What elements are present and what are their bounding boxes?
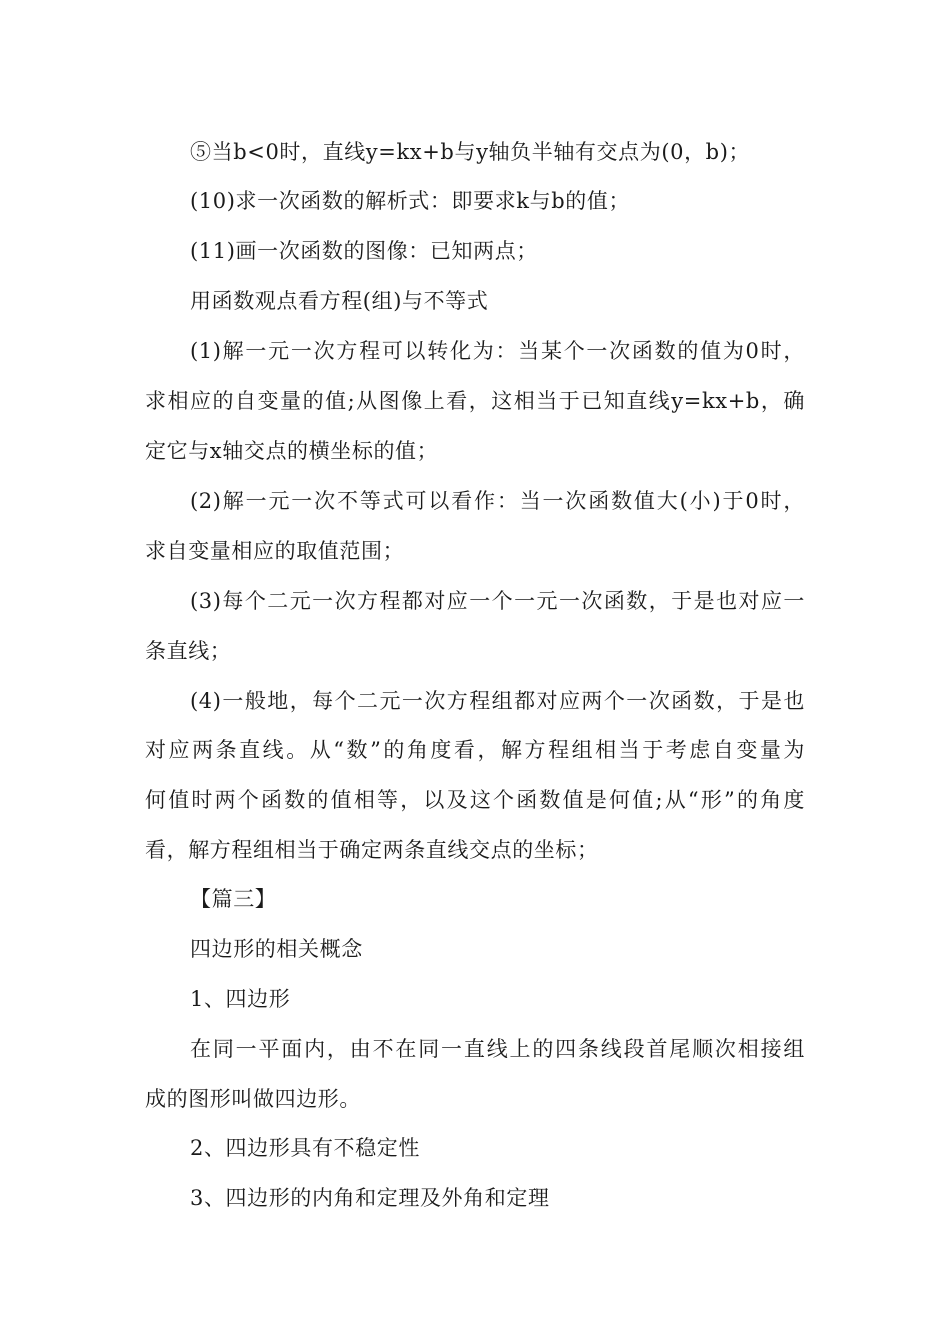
- text-line: (10)求一次函数的解析式：即要求k与b的值；: [190, 189, 631, 213]
- text-line: (2)解一元一次不等式可以看作：当一次函数值大(小)于0时，: [190, 489, 805, 513]
- subsection-heading: 3、四边形的内角和定理及外角和定理: [190, 1186, 550, 1210]
- text-line: (1)解一元一次方程可以转化为：当某个一次函数的值为0时，: [190, 339, 805, 363]
- text-line: 求自变量相应的取值范围；: [145, 539, 405, 563]
- text-line: 何值时两个函数的值相等，以及这个函数值是何值;从“形”的角度: [145, 788, 805, 812]
- text-line: 对应两条直线。从“数”的角度看，解方程组相当于考虑自变量为: [145, 738, 805, 762]
- text-line: 定它与x轴交点的横坐标的值；: [145, 439, 439, 463]
- text-line: (4)一般地，每个二元一次方程组都对应两个一次函数，于是也: [190, 689, 805, 713]
- subsection-heading: 2、四边形具有不稳定性: [190, 1136, 420, 1160]
- subsection-heading: 1、四边形: [190, 987, 291, 1011]
- text-line: (3)每个二元一次方程都对应一个一元一次函数，于是也对应一: [190, 589, 805, 613]
- chapter-heading: 【篇三】: [190, 887, 277, 911]
- text-line: 在同一平面内，由不在同一直线上的四条线段首尾顺次相接组: [190, 1037, 805, 1061]
- text-line: ⑤当b<0时，直线y=kx+b与y轴负半轴有交点为(0，b)；: [190, 140, 751, 164]
- section-heading: 四边形的相关概念: [190, 937, 363, 961]
- section-heading: 用函数观点看方程(组)与不等式: [190, 289, 489, 313]
- text-line: 成的图形叫做四边形。: [145, 1087, 361, 1111]
- text-line: (11)画一次函数的图像：已知两点；: [190, 239, 538, 263]
- text-line: 看，解方程组相当于确定两条直线交点的坐标；: [145, 838, 599, 862]
- text-line: 求相应的自变量的值;从图像上看，这相当于已知直线y=kx+b，确: [145, 389, 805, 413]
- text-line: 条直线；: [145, 639, 232, 663]
